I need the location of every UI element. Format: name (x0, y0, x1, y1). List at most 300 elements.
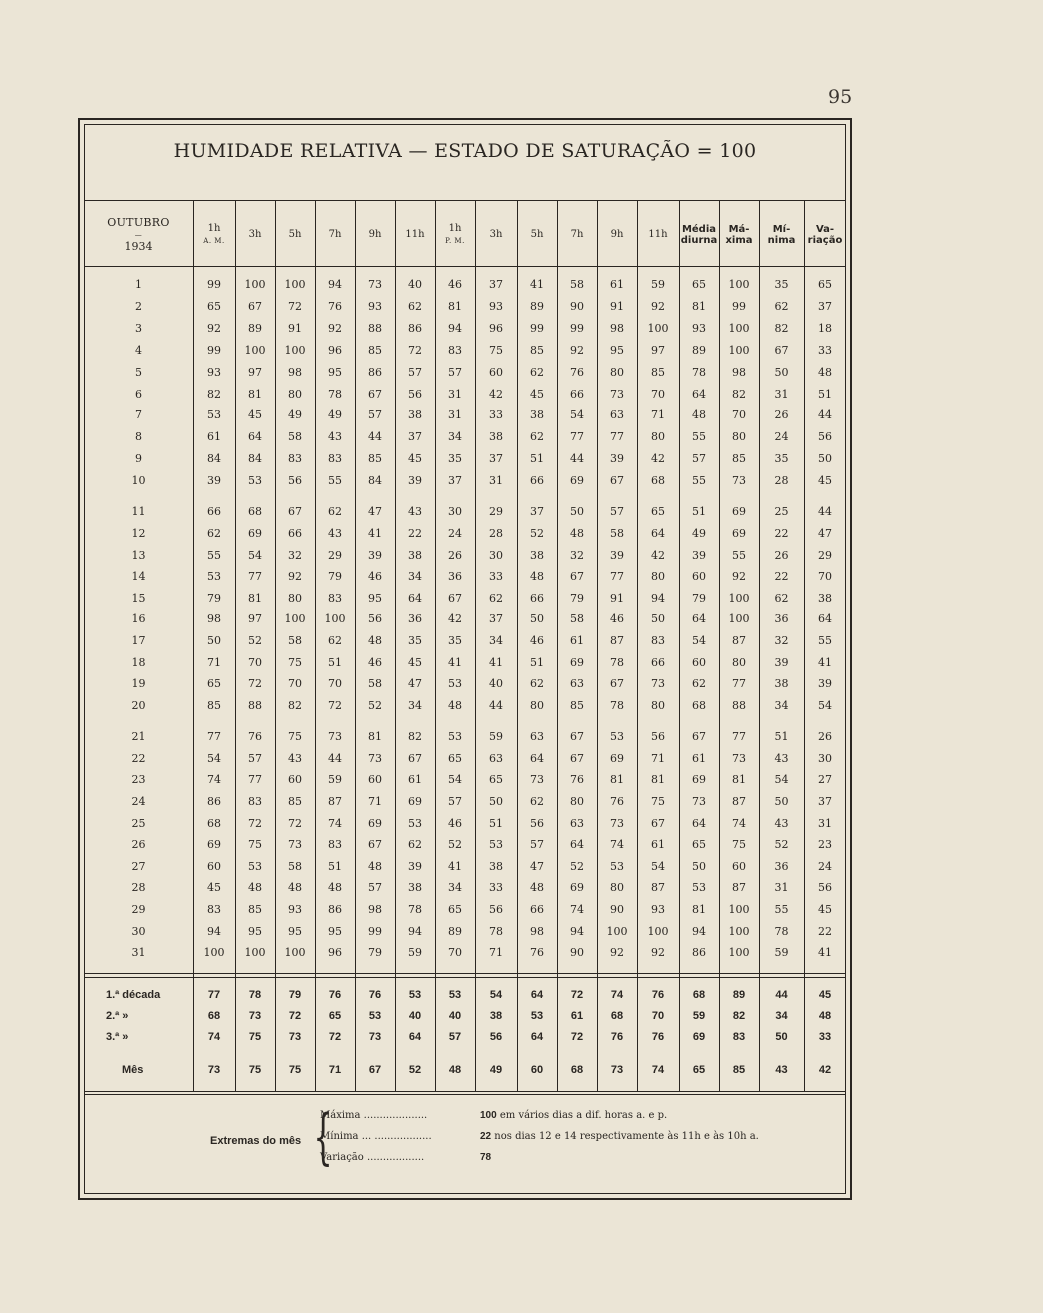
summary-cell: 72 (570, 1031, 584, 1043)
table-cell: 35 (774, 452, 789, 465)
table-cell: 79 (207, 592, 221, 605)
table-cell: 39 (408, 860, 422, 873)
table-cell: 53 (448, 730, 462, 743)
table-cell: 77 (207, 730, 221, 743)
table-cell: 50 (207, 634, 221, 647)
table-cell: 47 (818, 527, 832, 540)
summary-cell: 40 (408, 1010, 422, 1022)
summary-cell: 49 (489, 1064, 503, 1076)
table-cell: 67 (248, 300, 262, 313)
header-media (679, 205, 719, 265)
table-cell: 51 (774, 730, 789, 743)
table-cell: 58 (570, 612, 584, 625)
table-cell: 87 (610, 634, 624, 647)
summary-cell: 64 (530, 1031, 544, 1043)
summary-cell: 53 (448, 989, 462, 1001)
summary-cell: 56 (489, 1031, 503, 1043)
table-cell: 57 (692, 452, 706, 465)
header-hour-label: 11h (405, 229, 425, 240)
summary-cell: 53 (368, 1010, 382, 1022)
table-cell: 34 (408, 699, 422, 712)
header-hour (637, 205, 679, 265)
header-hour-label: 9h (368, 229, 382, 240)
table-cell: 67 (774, 344, 789, 357)
table-cell: 60 (732, 860, 746, 873)
table-cell: 57 (448, 366, 462, 379)
table-cell: 73 (368, 752, 382, 765)
day-number: 14 (131, 570, 146, 583)
table-cell: 53 (248, 860, 262, 873)
summary-cell: 53 (408, 989, 422, 1001)
table-cell: 79 (692, 592, 706, 605)
table-cell: 68 (651, 474, 665, 487)
table-cell: 51 (489, 817, 503, 830)
day-number: 19 (131, 677, 146, 690)
table-cell: 53 (207, 570, 221, 583)
extremas-item-label: Variação .................. (320, 1152, 425, 1163)
summary-cell: 72 (570, 989, 584, 1001)
page-title: HUMIDADE RELATIVA — ESTADO DE SATURAÇÃO = 100 (173, 140, 757, 162)
day-number: 22 (131, 752, 146, 765)
header-hour-label: 3h (248, 229, 262, 240)
table-cell: 70 (732, 408, 746, 421)
table-cell: 77 (570, 430, 584, 443)
table-cell: 29 (818, 549, 832, 562)
table-cell: 37 (818, 300, 832, 313)
table-cell: 98 (368, 903, 382, 916)
table-cell: 70 (248, 656, 262, 669)
day-number: 12 (131, 527, 146, 540)
table-cell: 92 (610, 946, 624, 959)
table-cell: 100 (728, 592, 750, 605)
table-cell: 85 (651, 366, 665, 379)
table-cell: 100 (284, 344, 306, 357)
table-cell: 45 (408, 656, 422, 669)
summary-cell: 71 (328, 1064, 342, 1076)
table-cell: 51 (530, 656, 544, 669)
table-cell: 39 (408, 474, 422, 487)
table-cell: 80 (530, 699, 544, 712)
table-cell: 76 (570, 773, 584, 786)
table-cell: 70 (818, 570, 832, 583)
summary-cell: 43 (775, 1064, 788, 1076)
table-cell: 56 (368, 612, 382, 625)
table-cell: 56 (288, 474, 302, 487)
table-cell: 37 (530, 505, 544, 518)
header-media-text: diurna (680, 235, 718, 246)
table-cell: 63 (530, 730, 544, 743)
table-cell: 45 (530, 388, 544, 401)
table-cell: 72 (248, 677, 262, 690)
day-number: 24 (131, 795, 146, 808)
table-cell: 95 (610, 344, 624, 357)
table-cell: 51 (818, 388, 832, 401)
table-cell: 70 (328, 677, 342, 690)
table-cell: 91 (610, 300, 624, 313)
table-cell: 69 (207, 838, 221, 851)
table-cell: 92 (732, 570, 746, 583)
table-cell: 67 (692, 730, 706, 743)
summary-cell: 57 (448, 1031, 462, 1043)
header-hour-label: 7h (570, 229, 584, 240)
table-cell: 34 (448, 430, 462, 443)
table-cell: 43 (288, 752, 302, 765)
table-cell: 99 (530, 322, 544, 335)
table-cell: 50 (489, 795, 503, 808)
table-cell: 66 (288, 527, 302, 540)
table-cell: 51 (328, 860, 342, 873)
table-cell: 54 (692, 634, 706, 647)
table-cell: 60 (692, 570, 706, 583)
table-cell: 31 (774, 388, 789, 401)
summary-cell: 85 (732, 1064, 746, 1076)
table-cell: 81 (610, 773, 624, 786)
summary-cell: 45 (818, 989, 832, 1001)
table-cell: 52 (570, 860, 584, 873)
day-number: 25 (131, 817, 146, 830)
table-cell: 57 (530, 838, 544, 851)
table-cell: 54 (570, 408, 584, 421)
table-cell: 62 (774, 592, 789, 605)
table-cell: 100 (203, 946, 225, 959)
table-cell: 96 (328, 946, 342, 959)
table-cell: 85 (732, 452, 746, 465)
summary-cell: 72 (288, 1010, 302, 1022)
table-cell: 76 (328, 300, 342, 313)
day-number: 27 (131, 860, 146, 873)
table-cell: 53 (489, 838, 503, 851)
summary-cell: 79 (288, 989, 302, 1001)
table-cell: 83 (448, 344, 462, 357)
table-cell: 35 (448, 452, 462, 465)
table-cell: 66 (570, 388, 584, 401)
header-rule (84, 266, 846, 267)
table-cell: 41 (818, 946, 832, 959)
table-cell: 58 (570, 278, 584, 291)
table-cell: 94 (651, 592, 665, 605)
header-variacao (804, 205, 846, 265)
summary-cell: 67 (368, 1064, 382, 1076)
summary-cell: 64 (530, 989, 544, 1001)
table-cell: 86 (207, 795, 221, 808)
table-cell: 55 (692, 430, 706, 443)
table-cell: 30 (448, 505, 462, 518)
summary-cell: 70 (651, 1010, 665, 1022)
table-cell: 69 (732, 505, 746, 518)
table-cell: 59 (774, 946, 789, 959)
table-cell: 48 (692, 408, 706, 421)
summary-cell: 68 (610, 1010, 624, 1022)
table-cell: 88 (248, 699, 262, 712)
table-cell: 80 (732, 656, 746, 669)
table-cell: 57 (248, 752, 262, 765)
table-cell: 69 (570, 881, 584, 894)
table-cell: 48 (530, 570, 544, 583)
table-cell: 81 (248, 592, 262, 605)
table-cell: 34 (774, 699, 789, 712)
table-cell: 43 (328, 430, 342, 443)
summary-bottom-rule-2 (84, 1094, 846, 1095)
table-cell: 94 (328, 278, 342, 291)
table-cell: 56 (651, 730, 665, 743)
summary-label: 1.ª década (106, 989, 161, 1001)
table-cell: 64 (692, 612, 706, 625)
extremas-item-label: Máxima .................... (320, 1110, 428, 1121)
table-cell: 94 (408, 925, 422, 938)
table-cell: 44 (818, 505, 832, 518)
header-hour-label: 11h (648, 229, 668, 240)
table-cell: 31 (489, 474, 503, 487)
table-cell: 30 (818, 752, 832, 765)
table-cell: 81 (248, 388, 262, 401)
table-cell: 34 (448, 881, 462, 894)
table-cell: 30 (489, 549, 503, 562)
table-cell: 53 (207, 408, 221, 421)
summary-cell: 74 (207, 1031, 221, 1043)
table-cell: 46 (610, 612, 624, 625)
table-cell: 100 (606, 925, 628, 938)
table-cell: 32 (774, 634, 789, 647)
table-cell: 65 (818, 278, 832, 291)
table-cell: 69 (732, 527, 746, 540)
table-cell: 63 (570, 817, 584, 830)
day-number: 3 (135, 322, 142, 335)
summary-cell: 73 (248, 1010, 262, 1022)
table-cell: 70 (651, 388, 665, 401)
summary-cell: 76 (651, 1031, 665, 1043)
table-cell: 84 (368, 474, 382, 487)
table-cell: 78 (610, 656, 624, 669)
header-maxima (719, 205, 759, 265)
header-hour-label: 7h (328, 229, 342, 240)
table-cell: 35 (408, 634, 422, 647)
table-cell: 39 (610, 452, 624, 465)
table-cell: 85 (530, 344, 544, 357)
table-cell: 64 (692, 817, 706, 830)
summary-cell: 53 (530, 1010, 544, 1022)
table-cell: 100 (324, 612, 346, 625)
table-cell: 99 (207, 344, 221, 357)
table-cell: 39 (692, 549, 706, 562)
table-cell: 67 (288, 505, 302, 518)
table-cell: 86 (692, 946, 706, 959)
table-cell: 72 (288, 817, 302, 830)
table-cell: 52 (248, 634, 262, 647)
table-cell: 37 (448, 474, 462, 487)
table-cell: 71 (368, 795, 382, 808)
table-cell: 94 (692, 925, 706, 938)
table-cell: 65 (692, 838, 706, 851)
table-cell: 79 (328, 570, 342, 583)
table-cell: 26 (774, 549, 789, 562)
table-cell: 100 (728, 278, 750, 291)
table-cell: 34 (408, 570, 422, 583)
table-cell: 66 (530, 903, 544, 916)
table-cell: 43 (774, 817, 789, 830)
summary-cell: 48 (818, 1010, 832, 1022)
table-cell: 42 (448, 612, 462, 625)
table-cell: 55 (732, 549, 746, 562)
summary-cell: 44 (775, 989, 788, 1001)
table-cell: 91 (610, 592, 624, 605)
table-cell: 69 (248, 527, 262, 540)
summary-cell: 73 (610, 1064, 624, 1076)
summary-cell: 59 (692, 1010, 706, 1022)
table-cell: 37 (489, 278, 503, 291)
table-cell: 66 (207, 505, 221, 518)
table-cell: 78 (328, 388, 342, 401)
table-cell: 54 (774, 773, 789, 786)
table-cell: 37 (489, 452, 503, 465)
header-hour-label: 3h (489, 229, 503, 240)
table-cell: 80 (610, 366, 624, 379)
table-cell: 45 (818, 903, 832, 916)
table-cell: 74 (328, 817, 342, 830)
table-cell: 48 (448, 699, 462, 712)
table-cell: 50 (530, 612, 544, 625)
table-cell: 55 (207, 549, 221, 562)
table-cell: 75 (288, 730, 302, 743)
table-cell: 32 (570, 549, 584, 562)
table-cell: 62 (408, 300, 422, 313)
table-cell: 93 (692, 322, 706, 335)
table-cell: 24 (448, 527, 462, 540)
table-cell: 78 (489, 925, 503, 938)
table-cell: 50 (692, 860, 706, 873)
table-cell: 80 (610, 881, 624, 894)
table-cell: 59 (328, 773, 342, 786)
table-cell: 89 (530, 300, 544, 313)
table-cell: 52 (774, 838, 789, 851)
table-cell: 44 (368, 430, 382, 443)
table-cell: 72 (288, 300, 302, 313)
header-hour-label: 5h (288, 229, 302, 240)
table-cell: 36 (774, 612, 789, 625)
table-cell: 59 (651, 278, 665, 291)
extremas-item-value: 22 nos dias 12 e 14 respectivamente às 11h e às 10h a. (480, 1131, 759, 1142)
table-cell: 73 (610, 388, 624, 401)
table-cell: 69 (570, 474, 584, 487)
summary-cell: 73 (368, 1031, 382, 1043)
table-cell: 83 (248, 795, 262, 808)
table-cell: 29 (489, 505, 503, 518)
summary-cell: 72 (328, 1031, 342, 1043)
table-cell: 94 (448, 322, 462, 335)
table-cell: 62 (774, 300, 789, 313)
day-number: 2 (135, 300, 142, 313)
table-cell: 84 (248, 452, 262, 465)
table-cell: 73 (530, 773, 544, 786)
table-cell: 59 (408, 946, 422, 959)
table-cell: 77 (732, 730, 746, 743)
table-cell: 88 (732, 699, 746, 712)
table-cell: 99 (368, 925, 382, 938)
table-cell: 90 (610, 903, 624, 916)
summary-cell: 65 (328, 1010, 342, 1022)
table-cell: 50 (818, 452, 832, 465)
header-hour (193, 205, 235, 265)
table-cell: 38 (408, 549, 422, 562)
table-cell: 56 (489, 903, 503, 916)
table-cell: 22 (774, 570, 789, 583)
table-cell: 81 (692, 300, 706, 313)
table-cell: 66 (530, 592, 544, 605)
table-cell: 26 (448, 549, 462, 562)
summary-cell: 73 (288, 1031, 302, 1043)
table-cell: 100 (728, 322, 750, 335)
table-cell: 55 (692, 474, 706, 487)
table-cell: 39 (207, 474, 221, 487)
header-hour (275, 205, 315, 265)
table-cell: 82 (408, 730, 422, 743)
day-number: 9 (135, 452, 142, 465)
table-cell: 39 (610, 549, 624, 562)
table-cell: 94 (570, 925, 584, 938)
table-cell: 80 (651, 699, 665, 712)
table-cell: 85 (248, 903, 262, 916)
summary-cell: 75 (248, 1031, 262, 1043)
day-number: 21 (131, 730, 146, 743)
table-cell: 68 (207, 817, 221, 830)
table-cell: 98 (530, 925, 544, 938)
table-cell: 62 (408, 838, 422, 851)
table-cell: 73 (732, 752, 746, 765)
summary-cell: 76 (651, 989, 665, 1001)
table-cell: 62 (692, 677, 706, 690)
table-cell: 76 (248, 730, 262, 743)
table-cell: 64 (530, 752, 544, 765)
table-cell: 100 (728, 903, 750, 916)
table-cell: 36 (408, 612, 422, 625)
table-cell: 69 (408, 795, 422, 808)
table-cell: 56 (530, 817, 544, 830)
table-cell: 47 (368, 505, 382, 518)
header-dash: — (134, 231, 143, 239)
table-cell: 65 (448, 752, 462, 765)
table-cell: 95 (288, 925, 302, 938)
table-cell: 87 (732, 634, 746, 647)
table-cell: 48 (328, 881, 342, 894)
table-cell: 68 (248, 505, 262, 518)
table-cell: 77 (610, 430, 624, 443)
table-cell: 70 (448, 946, 462, 959)
day-number: 15 (131, 592, 146, 605)
header-hour (355, 205, 395, 265)
table-cell: 38 (489, 430, 503, 443)
day-number: 1 (135, 278, 142, 291)
summary-cell: 83 (732, 1031, 746, 1043)
table-cell: 33 (818, 344, 832, 357)
header-month: OUTUBRO (107, 216, 170, 229)
table-cell: 94 (207, 925, 221, 938)
header-maxima-text: xima (725, 235, 753, 246)
table-cell: 76 (530, 946, 544, 959)
table-cell: 81 (692, 903, 706, 916)
table-cell: 45 (408, 452, 422, 465)
table-cell: 49 (692, 527, 706, 540)
summary-cell: 38 (489, 1010, 503, 1022)
table-cell: 75 (732, 838, 746, 851)
summary-cell: 40 (448, 1010, 462, 1022)
table-cell: 48 (368, 634, 382, 647)
table-cell: 27 (818, 773, 832, 786)
table-cell: 73 (610, 817, 624, 830)
table-cell: 72 (328, 699, 342, 712)
table-cell: 45 (818, 474, 832, 487)
table-cell: 89 (692, 344, 706, 357)
table-cell: 53 (408, 817, 422, 830)
table-cell: 75 (288, 656, 302, 669)
